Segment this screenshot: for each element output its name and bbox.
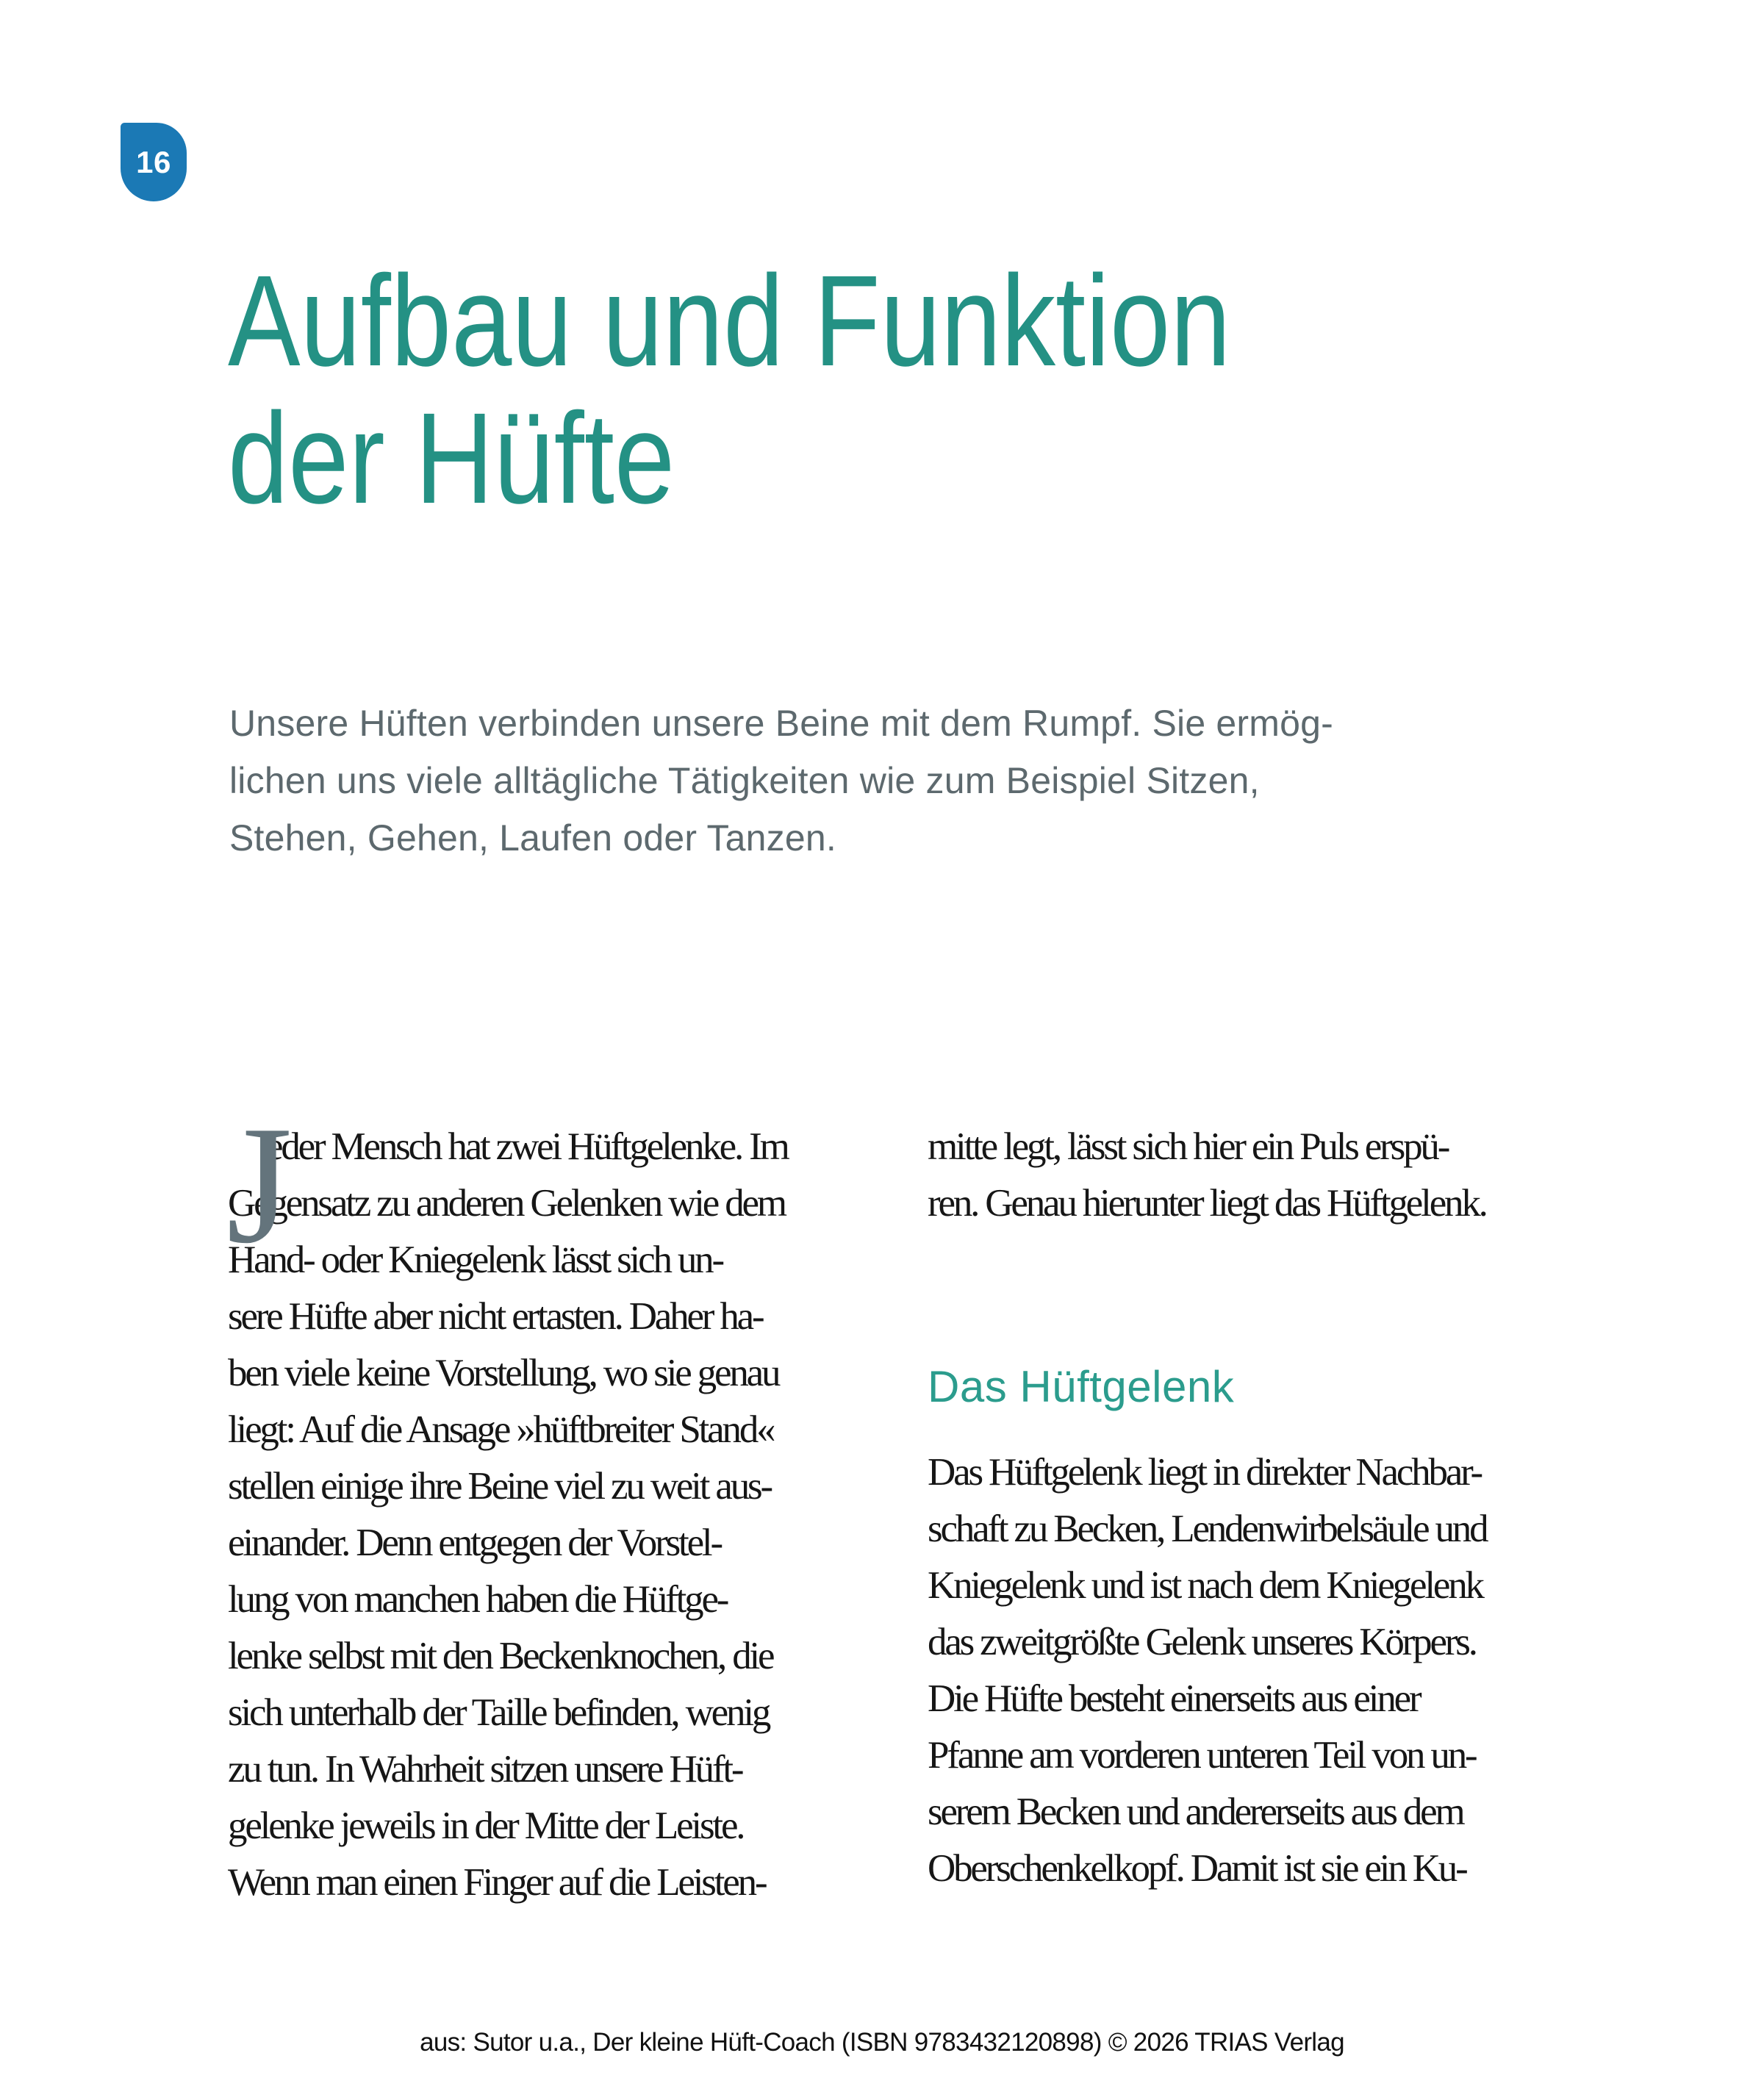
text-line: ren. Genau hierunter liegt das Hüftgelenk. xyxy=(928,1182,1486,1225)
right-column-paragraph-2 xyxy=(928,1444,1486,1897)
text-line: Das Hüftgelenk liegt in direkter Nachbar- xyxy=(928,1451,1482,1494)
right-column-paragraph-1 xyxy=(928,1119,1486,1232)
text-line: schaft zu Becken, Lendenwirbelsäule und xyxy=(928,1508,1487,1550)
text-line: liegt: Auf die Ansage »hüftbreiter Stand« xyxy=(228,1408,774,1451)
page-number: 16 xyxy=(136,144,171,179)
text-line: ben viele keine Vorstellung, wo sie genau xyxy=(228,1352,779,1394)
text-line: lichen uns viele alltägliche Tätigkeiten wie zum Beispiel Sitzen, xyxy=(229,760,1260,801)
section-subheading: Das Hüftgelenk xyxy=(928,1362,1235,1411)
text-line: Aufbau und Funktion xyxy=(228,249,1231,393)
text-line: das zweitgrößte Gelenk unseres Körpers. xyxy=(928,1621,1476,1663)
text-line: lenke selbst mit den Beckenknochen, die xyxy=(228,1635,773,1677)
text-line: Unsere Hüften verbinden unsere Beine mit dem Rumpf. Sie ermög- xyxy=(229,703,1333,744)
text-line: sere Hüfte aber nicht ertasten. Daher ha- xyxy=(228,1295,763,1338)
text-line: gelenke jeweils in der Mitte der Leiste. xyxy=(228,1805,744,1847)
text-line: einander. Denn entgegen der Vorstel- xyxy=(228,1522,721,1564)
text-line: Stehen, Gehen, Laufen oder Tanzen. xyxy=(229,817,836,859)
text-line: Oberschenkelkopf. Damit ist sie ein Ku- xyxy=(928,1847,1466,1890)
text-line: Pfanne am vorderen unteren Teil von un- xyxy=(928,1734,1476,1777)
text-line: Hand- oder Kniegelenk lässt sich un- xyxy=(228,1239,723,1281)
body-column-left xyxy=(226,1091,853,1911)
text-line: sich unterhalb der Taille befinden, wenig xyxy=(228,1691,770,1734)
page-number-badge xyxy=(121,123,187,201)
text-line: der Hüfte xyxy=(228,387,675,531)
text-line: eder Mensch hat zwei Hüftgelenke. Im xyxy=(266,1125,788,1168)
text-line: Kniegelenk und ist nach dem Kniegelenk xyxy=(928,1564,1482,1607)
text-line: Die Hüfte besteht einerseits aus einer xyxy=(928,1677,1420,1720)
text-line: stellen einige ihre Beine viel zu weit aus- xyxy=(228,1465,771,1508)
text-line: Wenn man einen Finger auf die Leisten- xyxy=(228,1861,766,1904)
drop-cap: J xyxy=(226,1091,293,1278)
footer-credit: aus: Sutor u.a., Der kleine Hüft-Coach (ISBN 9783432120898) © 2026 TRIAS Verlag xyxy=(420,2028,1344,2057)
text-line: serem Becken und andererseits aus dem xyxy=(928,1791,1463,1833)
left-column-lines xyxy=(228,1175,853,1911)
text-line: Gegensatz zu anderen Gelenken wie dem xyxy=(228,1182,785,1225)
text-line: zu tun. In Wahrheit sitzen unsere Hüft- xyxy=(228,1748,742,1791)
text-line: mitte legt, lässt sich hier ein Puls erspü- xyxy=(928,1125,1449,1168)
text-line: lung von manchen haben die Hüftge- xyxy=(228,1578,728,1621)
chapter-title xyxy=(228,249,1421,531)
intro-paragraph xyxy=(229,695,1516,867)
